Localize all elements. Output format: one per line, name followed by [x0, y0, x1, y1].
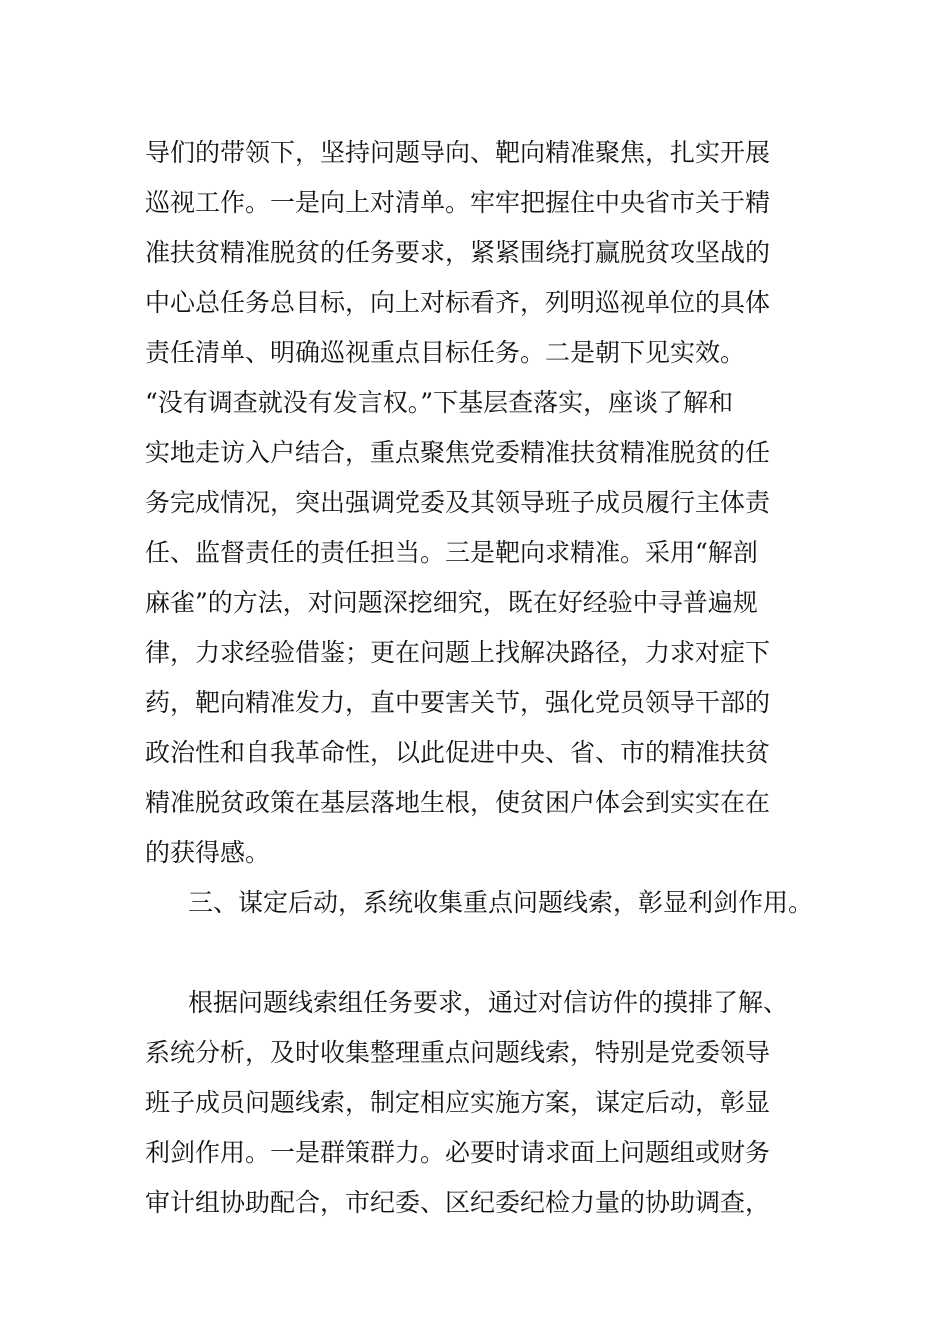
text-line: 药，靶向精准发力，直中要害关节，强化党员领导干部的 — [145, 688, 771, 717]
text-line: 根据问题线索组任务要求，通过对信访件的摸排了解、 — [188, 988, 789, 1017]
text-line: 系统分析，及时收集整理重点问题线索，特别是党委领导 — [145, 1038, 771, 1067]
text-line: 的获得感。 — [145, 838, 271, 867]
section-heading: 三、谋定后动，系统收集重点问题线索，彰显利剑作用。 — [188, 888, 814, 917]
text-line: 务完成情况，突出强调党委及其领导班子成员履行主体责 — [145, 488, 771, 517]
text-line: 精准脱贫政策在基层落地生根，使贫困户体会到实实在在 — [145, 788, 771, 817]
text-line: 准扶贫精准脱贫的任务要求，紧紧围绕打赢脱贫攻坚战的 — [145, 238, 771, 267]
text-line: 班子成员问题线索，制定相应实施方案，谋定后动，彰显 — [145, 1088, 771, 1117]
text-line: 实地走访入户结合，重点聚焦党委精准扶贫精准脱贫的任 — [145, 438, 771, 467]
text-line: 政治性和自我革命性，以此促进中央、省、市的精准扶贫 — [145, 738, 771, 767]
text-line: 导们的带领下，坚持问题导向、靶向精准聚焦，扎实开展 — [145, 138, 771, 167]
text-line: 利剑作用。一是群策群力。必要时请求面上问题组或财务 — [145, 1138, 771, 1167]
text-line: 麻雀”的方法，对问题深挖细究，既在好经验中寻普遍规 — [145, 588, 758, 617]
text-line: 巡视工作。一是向上对清单。牢牢把握住中央省市关于精 — [145, 188, 771, 217]
text-line: 律，力求经验借鉴；更在问题上找解决路径，力求对症下 — [145, 638, 771, 667]
text-line: 中心总任务总目标，向上对标看齐，列明巡视单位的具体 — [145, 288, 771, 317]
text-line: “没有调查就没有发言权。”下基层查落实，座谈了解和 — [145, 388, 734, 417]
text-line: 任、监督责任的责任担当。三是靶向求精准。采用“解剖 — [145, 538, 758, 567]
text-line: 审计组协助配合，市纪委、区纪委纪检力量的协助调查， — [145, 1188, 771, 1217]
text-line: 责任清单、明确巡视重点目标任务。二是朝下见实效。 — [145, 338, 746, 367]
